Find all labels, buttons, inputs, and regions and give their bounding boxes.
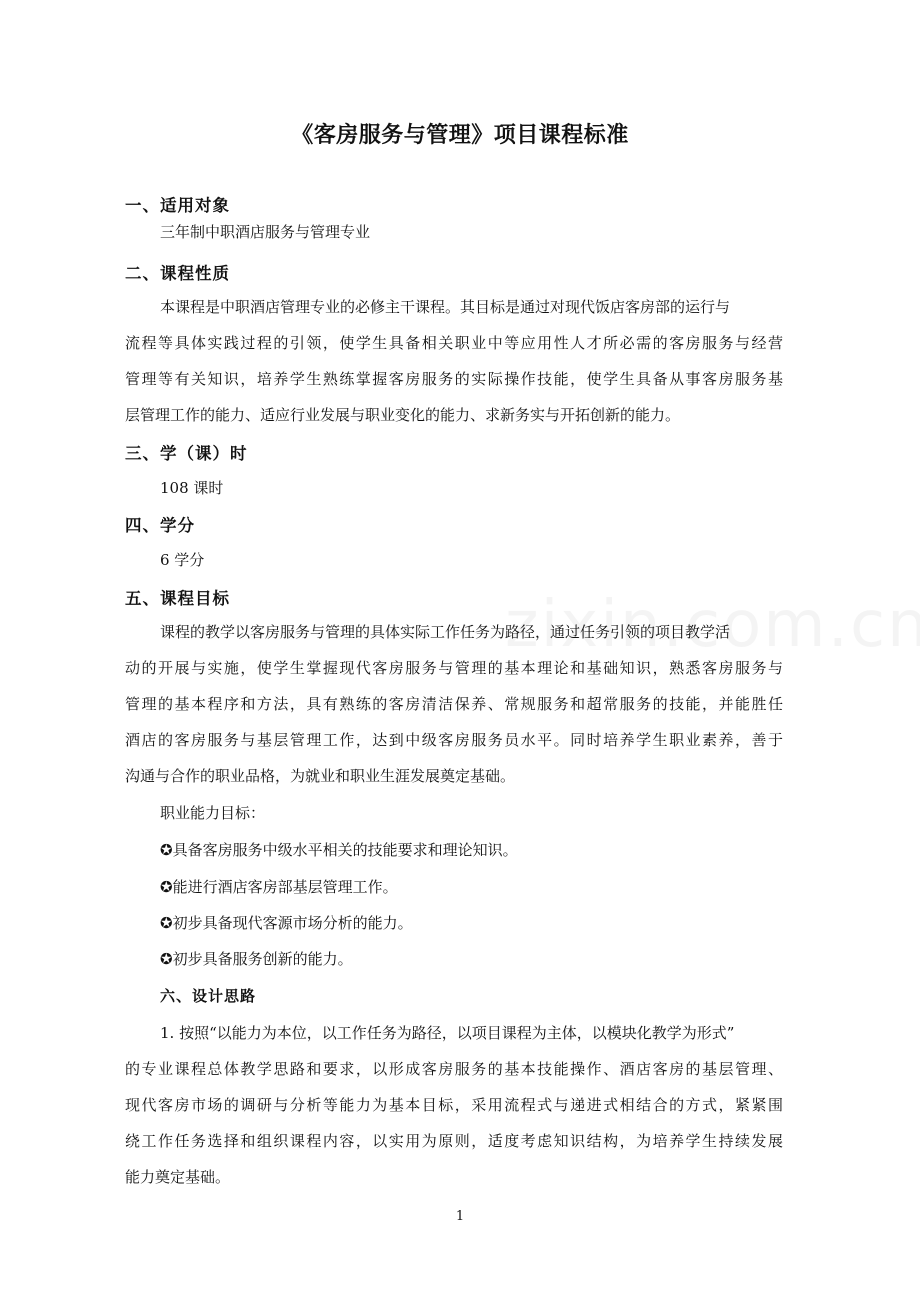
goal-item: ✪具备客房服务中级水平相关的技能要求和理论知识。 [160,841,518,859]
document-title: 《客房服务与管理》项目课程标准 [291,123,629,148]
paragraph-line: 管理的基本程序和方法，具有熟练的客房清洁保养、常规服务和超常服务的技能，并能胜任 [125,695,783,713]
paragraph-line: 本课程是中职酒店管理专业的必修主干课程。其目标是通过对现代饭店客房部的运行与 [160,298,731,316]
paragraph-line: 沟通与合作的职业品格，为就业和职业生涯发展奠定基础。 [125,767,516,785]
hours-text: 108 课时 [160,479,224,497]
page-number: 1 [455,1209,465,1224]
section-heading-hours: 三、学（课）时 [125,444,248,463]
goal-item: ✪初步具备现代客源市场分析的能力。 [160,914,413,932]
section-heading-target: 一、适用对象 [125,196,230,215]
section-heading-nature: 二、课程性质 [125,264,230,283]
paragraph-line: 1. 按照“以能力为本位，以工作任务为路径，以项目课程为主体，以模块化教学为形式” [160,1024,735,1042]
section-heading-objectives: 五、课程目标 [125,589,230,608]
section-heading-credits: 四、学分 [125,516,195,535]
paragraph-line: 能力奠定基础。 [125,1168,231,1186]
credits-text: 6 学分 [160,551,205,569]
paragraph-line: 动的开展与实施，使学生掌握现代客房服务与管理的基本理论和基础知识，熟悉客房服务与 [125,659,783,677]
paragraph-line: 管理等有关知识，培养学生熟练掌握客房服务的实际操作技能，使学生具备从事客房服务基 [125,370,783,388]
paragraph-line: 的专业课程总体教学思路和要求，以形成客房服务的基本技能操作、酒店客房的基层管理、 [125,1060,783,1078]
paragraph-line: 层管理工作的能力、适应行业发展与职业变化的能力、求新务实与开拓创新的能力。 [125,406,681,424]
target-text: 三年制中职酒店服务与管理专业 [160,223,371,241]
goals-label: 职业能力目标： [160,804,266,822]
paragraph-line: 流程等具体实践过程的引领，使学生具备相关职业中等应用性人才所必需的客房服务与经营 [125,334,783,352]
goal-item: ✪能进行酒店客房部基层管理工作。 [160,878,398,896]
paragraph-line: 现代客房市场的调研与分析等能力为基本目标，采用流程式与递进式相结合的方式，紧紧围 [125,1096,783,1114]
section-heading-design: 六、设计思路 [160,987,257,1005]
paragraph-line: 绕工作任务选择和组织课程内容，以实用为原则，适度考虑知识结构，为培养学生持续发展 [125,1132,783,1150]
paragraph-line: 课程的教学以客房服务与管理的具体实际工作任务为路径，通过任务引领的项目教学活 [160,623,731,641]
goal-item: ✪初步具备服务创新的能力。 [160,950,353,968]
paragraph-line: 酒店的客房服务与基层管理工作，达到中级客房服务员水平。同时培养学生职业素养，善于 [125,731,783,749]
